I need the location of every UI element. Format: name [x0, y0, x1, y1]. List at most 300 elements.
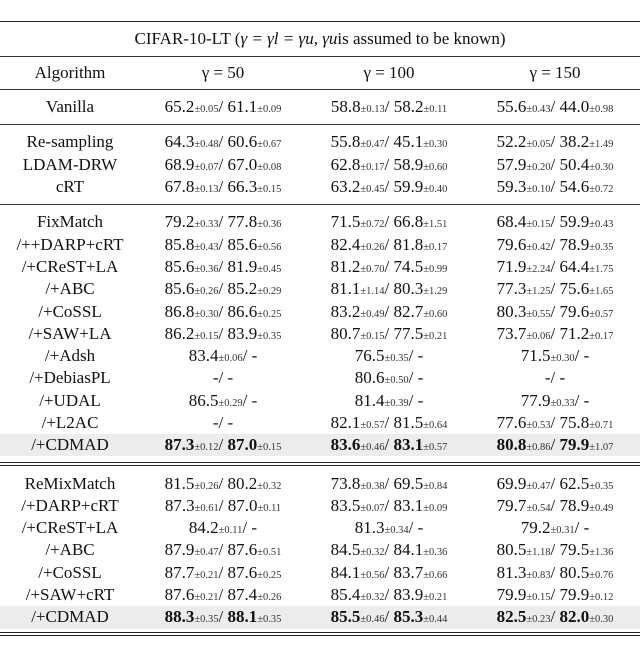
separator: /	[242, 346, 252, 366]
balanced-accuracy: 82.4	[330, 234, 361, 254]
balanced-accuracy: 79.2	[164, 212, 195, 232]
balanced-accuracy-std: ±0.61	[194, 502, 219, 514]
geometric-mean-std: ±0.76	[589, 569, 614, 581]
geometric-mean: -	[417, 390, 424, 410]
balanced-accuracy: 62.8	[330, 154, 361, 174]
geometric-mean-std: ±0.21	[423, 330, 448, 342]
balanced-accuracy: 87.7	[164, 562, 195, 582]
geometric-mean: 83.1	[393, 435, 424, 455]
balanced-accuracy-std: ±0.06	[218, 353, 243, 365]
separator: /	[384, 585, 394, 605]
balanced-accuracy-std: ±0.15	[526, 592, 551, 604]
balanced-accuracy: 81.1	[330, 279, 361, 299]
geometric-mean-std: ±0.35	[257, 330, 282, 342]
geometric-mean-std: ±0.99	[423, 263, 448, 275]
balanced-accuracy-std: ±0.55	[526, 308, 551, 320]
result-cell	[472, 132, 638, 152]
balanced-accuracy: 84.5	[330, 540, 361, 560]
balanced-accuracy-std: ±1.25	[526, 286, 551, 298]
geometric-mean-std: ±0.11	[423, 104, 448, 116]
result-cell	[140, 235, 306, 255]
separator: /	[218, 301, 228, 321]
balanced-accuracy-std: ±0.86	[526, 442, 551, 454]
geometric-mean: 66.3	[227, 177, 258, 197]
balanced-accuracy-std: ±0.13	[360, 104, 385, 116]
result-cell	[140, 518, 306, 538]
balanced-accuracy-std: ±0.48	[194, 139, 219, 151]
geometric-mean-std: ±0.72	[589, 184, 614, 196]
geometric-mean: 64.4	[559, 256, 590, 276]
geometric-mean: 77.5	[393, 323, 424, 343]
balanced-accuracy-std: ±0.07	[194, 161, 219, 173]
geometric-mean: 71.2	[559, 323, 590, 343]
geometric-mean: 78.9	[559, 495, 590, 515]
algorithm-name: ReMixMatch	[24, 473, 116, 493]
separator: /	[550, 154, 560, 174]
balanced-accuracy: 85.4	[330, 585, 361, 605]
result-cell	[472, 212, 638, 232]
balanced-accuracy: 73.7	[496, 323, 527, 343]
separator: /	[218, 154, 228, 174]
geometric-mean: 88.1	[227, 607, 258, 627]
result-cell	[140, 368, 306, 388]
balanced-accuracy: 88.3	[164, 607, 195, 627]
algorithm-name: /++DARP+cRT	[16, 234, 124, 254]
separator: /	[550, 585, 560, 605]
balanced-accuracy: 57.9	[496, 154, 527, 174]
balanced-accuracy-std: ±0.83	[526, 569, 551, 581]
geometric-mean: 74.5	[393, 256, 424, 276]
geometric-mean-std: ±0.66	[423, 569, 448, 581]
separator: /	[384, 132, 394, 152]
result-cell	[472, 496, 638, 516]
separator: /	[218, 562, 228, 582]
table-row	[0, 154, 640, 176]
balanced-accuracy: 83.4	[188, 346, 219, 366]
result-cell	[140, 435, 306, 455]
result-cell	[306, 607, 472, 627]
geometric-mean-std: ±1.51	[423, 219, 448, 231]
balanced-accuracy: 80.3	[496, 301, 527, 321]
table-row	[0, 345, 640, 367]
separator: /	[384, 177, 394, 197]
result-cell	[140, 212, 306, 232]
geometric-mean-std: ±0.25	[257, 569, 282, 581]
balanced-accuracy: 64.3	[164, 132, 195, 152]
geometric-mean-std: ±0.35	[589, 480, 614, 492]
result-cell	[140, 155, 306, 175]
geometric-mean: 67.0	[227, 154, 258, 174]
balanced-accuracy: 85.5	[330, 607, 361, 627]
separator: /	[550, 256, 560, 276]
balanced-accuracy: 80.7	[330, 323, 361, 343]
balanced-accuracy-std: ±0.38	[360, 480, 385, 492]
geometric-mean: 80.5	[559, 562, 590, 582]
result-cell	[472, 257, 638, 277]
balanced-accuracy-std: ±1.18	[526, 547, 551, 559]
balanced-accuracy: 69.9	[496, 473, 527, 493]
result-cell	[140, 585, 306, 605]
balanced-accuracy-std: ±0.32	[360, 547, 385, 559]
balanced-accuracy: 77.9	[520, 390, 551, 410]
separator: /	[550, 177, 560, 197]
balanced-accuracy: 73.8	[330, 473, 361, 493]
separator: /	[550, 234, 560, 254]
balanced-accuracy-std: ±0.21	[194, 569, 219, 581]
geometric-mean-std: ±0.17	[423, 241, 448, 253]
balanced-accuracy-std: ±0.70	[360, 263, 385, 275]
geometric-mean-std: ±0.35	[589, 241, 614, 253]
separator: /	[384, 540, 394, 560]
balanced-accuracy: 86.5	[188, 390, 219, 410]
balanced-accuracy: 80.6	[354, 368, 385, 388]
balanced-accuracy-std: ±0.06	[526, 330, 551, 342]
balanced-accuracy-std: ±0.26	[360, 241, 385, 253]
algorithm-name: /+CDMAD	[31, 435, 109, 455]
geometric-mean-std: ±1.07	[589, 442, 614, 454]
result-cell	[472, 540, 638, 560]
balanced-accuracy-std: ±0.42	[526, 241, 551, 253]
algorithm-name: Re-sampling	[26, 132, 114, 152]
table-row	[0, 434, 640, 456]
separator: /	[384, 97, 394, 117]
result-cell	[472, 235, 638, 255]
balanced-accuracy-std: ±0.45	[360, 184, 385, 196]
bottom-rule-2	[0, 635, 640, 636]
result-cell	[472, 413, 638, 433]
geometric-mean: 45.1	[393, 132, 424, 152]
balanced-accuracy-std: ±0.26	[194, 480, 219, 492]
balanced-accuracy-std: ±0.23	[526, 614, 551, 626]
result-cell	[140, 413, 306, 433]
geometric-mean: 85.2	[227, 279, 258, 299]
geometric-mean-std: ±0.98	[589, 104, 614, 116]
geometric-mean: 80.3	[393, 279, 424, 299]
group-rule	[0, 462, 640, 463]
balanced-accuracy-std: ±0.32	[360, 592, 385, 604]
separator: /	[384, 323, 394, 343]
balanced-accuracy-std: ±0.54	[526, 502, 551, 514]
balanced-accuracy: 58.8	[330, 97, 361, 117]
result-cell	[472, 518, 638, 538]
algorithm-name: /+CDMAD	[31, 607, 109, 627]
table-row	[0, 367, 640, 389]
balanced-accuracy: -	[212, 413, 219, 432]
balanced-accuracy-std: ±0.33	[194, 219, 219, 231]
balanced-accuracy: 65.2	[164, 97, 195, 117]
result-cell	[140, 257, 306, 277]
balanced-accuracy-std: ±0.47	[526, 480, 551, 492]
geometric-mean: 83.9	[227, 323, 258, 343]
separator: /	[218, 435, 228, 455]
algorithm-name: /+CReST+LA	[21, 256, 119, 276]
balanced-accuracy: 87.6	[164, 585, 195, 605]
bottom-rule	[0, 632, 640, 633]
geometric-mean-std: ±0.21	[423, 592, 448, 604]
balanced-accuracy: 77.6	[496, 413, 527, 432]
geometric-mean: 83.7	[393, 562, 424, 582]
balanced-accuracy-std: ±0.15	[360, 330, 385, 342]
separator: /	[550, 132, 560, 152]
result-cell	[306, 474, 472, 494]
separator: /	[218, 323, 228, 343]
balanced-accuracy: 52.2	[496, 132, 527, 152]
balanced-accuracy: 80.5	[496, 540, 527, 560]
geometric-mean: 78.9	[559, 234, 590, 254]
result-cell	[472, 302, 638, 322]
result-cell	[140, 474, 306, 494]
table-row	[0, 256, 640, 278]
separator: /	[550, 97, 560, 117]
table-row	[0, 472, 640, 494]
separator: /	[384, 607, 394, 627]
geometric-mean: -	[417, 518, 424, 538]
result-cell	[140, 97, 306, 117]
balanced-accuracy-std: ±0.33	[550, 397, 575, 409]
result-cell	[472, 155, 638, 175]
balanced-accuracy: 79.9	[496, 585, 527, 605]
geometric-mean: 87.0	[227, 495, 258, 515]
result-cell	[472, 563, 638, 583]
balanced-accuracy: 79.6	[496, 234, 527, 254]
geometric-mean-std: ±0.49	[589, 502, 614, 514]
algorithm-name: LDAM-DRW	[22, 154, 118, 174]
geometric-mean-std: ±0.08	[257, 161, 282, 173]
geometric-mean-std: ±0.45	[257, 263, 282, 275]
geometric-mean: 83.1	[393, 495, 424, 515]
separator: /	[550, 495, 560, 515]
result-cell	[306, 540, 472, 560]
result-cell	[140, 324, 306, 344]
table-row	[0, 390, 640, 412]
balanced-accuracy: 80.8	[496, 435, 527, 455]
geometric-mean: 87.4	[227, 585, 258, 605]
algorithm-name: /+DebiasPL	[29, 368, 111, 388]
geometric-mean: 85.6	[227, 234, 258, 254]
result-cell	[306, 97, 472, 117]
balanced-accuracy: 67.8	[164, 177, 195, 197]
header-row	[0, 57, 640, 89]
geometric-mean-std: ±0.30	[589, 161, 614, 173]
geometric-mean: 80.2	[227, 473, 258, 493]
geometric-mean-std: ±1.49	[589, 139, 614, 151]
separator: /	[384, 234, 394, 254]
geometric-mean: -	[227, 368, 234, 388]
balanced-accuracy-std: ±0.30	[194, 308, 219, 320]
geometric-mean-std: ±1.65	[589, 286, 614, 298]
geometric-mean-std: ±0.56	[257, 241, 282, 253]
result-cell	[306, 212, 472, 232]
geometric-mean: -	[583, 346, 590, 366]
balanced-accuracy-std: ±0.15	[194, 330, 219, 342]
result-cell	[306, 257, 472, 277]
separator: /	[408, 390, 418, 410]
geometric-mean-std: ±0.15	[257, 442, 282, 454]
geometric-mean: 77.8	[227, 212, 258, 232]
balanced-accuracy: 81.5	[164, 473, 195, 493]
balanced-accuracy-std: ±0.47	[360, 139, 385, 151]
geometric-mean: -	[417, 346, 424, 366]
result-cell	[306, 585, 472, 605]
result-cell	[306, 496, 472, 516]
geometric-mean: 79.9	[559, 435, 590, 455]
balanced-accuracy-std: ±0.26	[194, 286, 219, 298]
balanced-accuracy: 87.3	[164, 495, 195, 515]
result-cell	[472, 607, 638, 627]
balanced-accuracy: 86.8	[164, 301, 195, 321]
separator: /	[384, 435, 394, 455]
header-gamma-150: γ = 150	[529, 63, 581, 82]
balanced-accuracy: 85.8	[164, 234, 195, 254]
balanced-accuracy: 63.2	[330, 177, 361, 197]
geometric-mean-std: ±0.25	[257, 308, 282, 320]
geometric-mean: -	[583, 518, 590, 538]
geometric-mean: 79.5	[559, 540, 590, 560]
balanced-accuracy: 86.2	[164, 323, 195, 343]
geometric-mean: 81.5	[393, 413, 424, 432]
geometric-mean-std: ±0.67	[257, 139, 282, 151]
geometric-mean-std: ±0.57	[589, 308, 614, 320]
geometric-mean: 87.6	[227, 562, 258, 582]
balanced-accuracy-std: ±0.43	[194, 241, 219, 253]
separator: /	[550, 413, 560, 432]
balanced-accuracy: 85.6	[164, 256, 195, 276]
geometric-mean-std: ±0.84	[423, 480, 448, 492]
geometric-mean: 82.0	[559, 607, 590, 627]
balanced-accuracy-std: ±0.12	[194, 442, 219, 454]
geometric-mean: 79.6	[559, 301, 590, 321]
balanced-accuracy-std: ±0.43	[526, 104, 551, 116]
table-row	[0, 323, 640, 345]
balanced-accuracy-std: ±0.20	[526, 161, 551, 173]
separator: /	[218, 607, 228, 627]
balanced-accuracy: 83.5	[330, 495, 361, 515]
separator: /	[550, 212, 560, 232]
separator: /	[384, 154, 394, 174]
balanced-accuracy-std: ±0.34	[384, 525, 409, 537]
balanced-accuracy: 82.1	[330, 413, 361, 432]
result-cell	[140, 279, 306, 299]
table-row	[0, 584, 640, 606]
table-row	[0, 606, 640, 628]
balanced-accuracy: 55.8	[330, 132, 361, 152]
geometric-mean: 66.8	[393, 212, 424, 232]
balanced-accuracy-std: ±0.30	[550, 353, 575, 365]
table-row	[0, 233, 640, 255]
header-gamma-50: γ = 50	[201, 63, 245, 82]
algorithm-name: /+CoSSL	[38, 301, 102, 321]
result-cell	[140, 540, 306, 560]
table-row	[0, 131, 640, 153]
separator: /	[218, 97, 228, 117]
algorithm-name: /+DARP+cRT	[21, 495, 119, 515]
balanced-accuracy: 84.2	[188, 518, 219, 538]
geometric-mean: 59.9	[393, 177, 424, 197]
algorithm-name: /+L2AC	[41, 413, 99, 432]
geometric-mean-std: ±0.64	[423, 420, 448, 431]
algorithm-name: /+ABC	[45, 540, 95, 560]
result-cell	[306, 177, 472, 197]
balanced-accuracy: 85.6	[164, 279, 195, 299]
geometric-mean: 44.0	[559, 97, 590, 117]
result-cell	[306, 563, 472, 583]
geometric-mean: 79.9	[559, 585, 590, 605]
balanced-accuracy-std: ±0.10	[526, 184, 551, 196]
separator: /	[574, 518, 584, 538]
geometric-mean: 83.9	[393, 585, 424, 605]
result-cell	[140, 496, 306, 516]
result-cell	[140, 177, 306, 197]
balanced-accuracy-std: ±0.21	[194, 592, 219, 604]
balanced-accuracy-std: ±0.46	[360, 614, 385, 626]
geometric-mean-std: ±1.29	[423, 286, 448, 298]
balanced-accuracy: 59.3	[496, 177, 527, 197]
separator: /	[218, 540, 228, 560]
result-cell	[140, 132, 306, 152]
geometric-mean: 75.6	[559, 279, 590, 299]
balanced-accuracy: 81.3	[496, 562, 527, 582]
geometric-mean: 85.3	[393, 607, 424, 627]
geometric-mean-std: ±0.36	[257, 219, 282, 231]
separator: /	[384, 495, 394, 515]
geometric-mean-std: ±0.30	[423, 139, 448, 151]
geometric-mean: 86.6	[227, 301, 258, 321]
balanced-accuracy: 84.1	[330, 562, 361, 582]
separator: /	[550, 540, 560, 560]
result-cell	[306, 302, 472, 322]
balanced-accuracy: 79.2	[520, 518, 551, 538]
geometric-mean-std: ±0.60	[423, 308, 448, 320]
result-cell	[306, 324, 472, 344]
result-cell	[472, 435, 638, 455]
separator: /	[218, 368, 228, 388]
geometric-mean-std: ±0.44	[423, 614, 448, 626]
title-prefix: CIFAR-10-LT (	[134, 29, 241, 48]
balanced-accuracy-std: ±0.57	[360, 420, 385, 431]
result-cell	[472, 97, 638, 117]
separator: /	[550, 279, 560, 299]
table-row	[0, 495, 640, 517]
result-cell	[306, 132, 472, 152]
balanced-accuracy-std: ±0.56	[360, 569, 385, 581]
geometric-mean-std: ±0.43	[589, 219, 614, 231]
result-cell	[472, 391, 638, 411]
geometric-mean-std: ±0.36	[423, 547, 448, 559]
balanced-accuracy: 68.4	[496, 212, 527, 232]
geometric-mean: 62.5	[559, 473, 590, 493]
separator: /	[218, 413, 228, 432]
title-suffix: is assumed to be known)	[337, 29, 506, 48]
table-row	[0, 539, 640, 561]
separator: /	[550, 301, 560, 321]
balanced-accuracy: 76.5	[354, 346, 385, 366]
separator: /	[242, 390, 252, 410]
geometric-mean: -	[417, 368, 424, 388]
separator: /	[550, 323, 560, 343]
geometric-mean-std: ±0.57	[423, 442, 448, 454]
table-row	[0, 176, 640, 198]
geometric-mean: 82.7	[393, 301, 424, 321]
geometric-mean-std: ±1.36	[589, 547, 614, 559]
balanced-accuracy: 68.9	[164, 154, 195, 174]
result-cell	[140, 563, 306, 583]
algorithm-name: Vanilla	[45, 97, 95, 117]
balanced-accuracy: -	[212, 368, 219, 388]
header-gamma-100: γ = 100	[363, 63, 415, 82]
geometric-mean: 81.8	[393, 234, 424, 254]
separator: /	[408, 518, 418, 538]
balanced-accuracy-std: ±0.53	[526, 420, 551, 431]
